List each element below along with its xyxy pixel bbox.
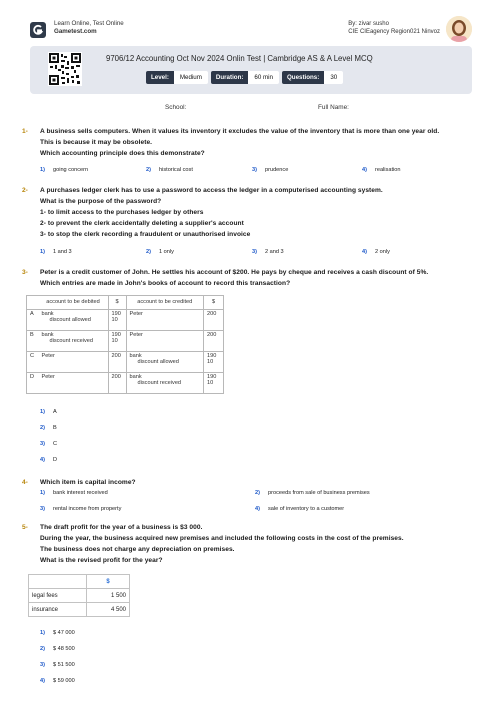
author-avatar (446, 16, 472, 42)
option-2[interactable] (40, 425, 57, 431)
option-4[interactable] (255, 506, 344, 512)
option-number: 4) (362, 167, 367, 173)
option-text: 2 and 3 (264, 249, 284, 255)
pill-level (146, 71, 208, 84)
header-debit-amount: $ (108, 296, 126, 310)
question-text (40, 267, 480, 289)
author-sub: CIE CIEagency Region021 Ninvoz (348, 29, 440, 35)
option-number: 1) (40, 490, 45, 496)
option-text: prudence (264, 167, 289, 173)
option-4[interactable] (362, 167, 400, 173)
school-field[interactable]: School: (165, 104, 187, 111)
pill-questions (282, 71, 343, 84)
question-line: This is because it may be obsolete. (40, 139, 153, 146)
pill-level-key: Level: (146, 71, 174, 84)
credit-account: Peter (129, 311, 143, 317)
header-debit: account to be debited (38, 296, 108, 310)
option-number: 2) (40, 646, 45, 652)
row-letter: B (27, 331, 39, 352)
credit-account: Peter (129, 332, 143, 338)
pill-questions-key: Questions: (282, 71, 324, 84)
debit-amount: 10 (111, 317, 118, 323)
option-text: going concern (52, 167, 89, 173)
row-letter: D (27, 373, 39, 394)
option-text: historical cost (158, 167, 193, 173)
option-1[interactable] (40, 167, 88, 173)
option-2[interactable] (40, 646, 75, 652)
option-text: proceeds from sale of business premises (267, 490, 370, 496)
option-number: 2) (255, 490, 260, 496)
question-line: Which item is capital income? (40, 479, 136, 486)
top-bar (30, 18, 472, 42)
option-number: 4) (362, 249, 367, 255)
option-text: C (52, 441, 58, 447)
debit-account: bank (41, 311, 54, 317)
option-text: realisation (374, 167, 401, 173)
option-number: 1) (40, 249, 45, 255)
option-number: 1) (40, 167, 45, 173)
author-info (348, 20, 440, 36)
question-line: Which entries are made in John's books of account to record this transaction? (40, 280, 291, 287)
option-number: 2) (146, 249, 151, 255)
header-credit-amount: $ (204, 296, 224, 310)
option-text: $ 48 500 (52, 646, 75, 652)
debit-account: bank (41, 332, 54, 338)
test-meta-pills (146, 71, 343, 84)
credit-amount: 200 (207, 332, 217, 338)
question-line: The business does not charge any depreciation on premises. (40, 546, 235, 553)
question-line: A purchases ledger clerk has to use a password to access the ledger in a computerised accounting system. (40, 187, 383, 194)
option-number: 2) (146, 167, 151, 173)
brand-site[interactable]: Gametest.com (54, 28, 97, 35)
pill-duration-value: 60 min (248, 71, 279, 84)
debit-amount: 10 (111, 338, 118, 344)
option-number: 3) (252, 167, 257, 173)
debit-amount: 200 (111, 374, 121, 380)
question-line: What is the purpose of the password? (40, 198, 162, 205)
credit-amount: 10 (207, 380, 214, 386)
debit-amount: 190 (111, 311, 121, 317)
header-amount: $ (87, 575, 130, 589)
credit-amount: 10 (207, 359, 214, 365)
qr-code[interactable] (48, 52, 82, 86)
option-number: 1) (40, 409, 45, 415)
gametest-logo-icon (30, 22, 46, 38)
pill-questions-value: 30 (324, 71, 343, 84)
debit-amount: 200 (111, 353, 121, 359)
option-1[interactable] (40, 490, 108, 496)
brand (54, 20, 124, 36)
option-number: 3) (40, 441, 45, 447)
table-header-row (29, 575, 130, 589)
brand-tagline: Learn Online, Test Online (54, 20, 124, 27)
option-3[interactable] (40, 662, 75, 668)
question-text (40, 477, 480, 488)
option-text: B (52, 425, 57, 431)
credit-account: discount allowed (137, 359, 179, 365)
question-line: A business sells computers. When it values its inventory it excludes the value of the inventory that is more than one year old. (40, 128, 440, 135)
header-credit: account to be credited (126, 296, 203, 310)
cost-label: insurance (29, 603, 87, 617)
option-text: 1 only (158, 249, 174, 255)
question-line: 2- to prevent the clerk accidentally deleting a supplier's account (40, 220, 244, 227)
question-number: 2- (22, 187, 28, 194)
debit-account: Peter (41, 353, 55, 359)
test-banner (30, 46, 472, 94)
pill-duration-key: Duration: (211, 71, 249, 84)
question-text (40, 126, 480, 159)
option-4[interactable] (40, 457, 57, 463)
pill-duration (211, 71, 279, 84)
option-text: $ 51 500 (52, 662, 75, 668)
question-number: 5- (22, 524, 28, 531)
option-1[interactable] (40, 409, 57, 415)
debit-account: discount received (49, 338, 94, 344)
question-line: Which accounting principle does this demonstrate? (40, 150, 205, 157)
credit-account: bank (129, 353, 142, 359)
table-row (29, 603, 130, 617)
option-2[interactable] (146, 249, 174, 255)
option-3[interactable] (252, 167, 288, 173)
table-row (27, 310, 224, 331)
option-text: rental income from property (52, 506, 122, 512)
question-text (40, 522, 480, 566)
option-text: D (52, 457, 58, 463)
credit-amount: 200 (207, 311, 217, 317)
question-text (40, 185, 480, 240)
option-number: 4) (255, 506, 260, 512)
option-2[interactable] (255, 490, 370, 496)
question-line: What is the revised profit for the year? (40, 557, 163, 564)
credit-account: bank (129, 374, 142, 380)
question-line: Peter is a credit customer of John. He settles his account of $200. He pays by cheque and receives a cash discount of 5%. (40, 269, 429, 276)
option-2[interactable] (146, 167, 193, 173)
option-text: $ 47 000 (52, 630, 75, 636)
question-line: During the year, the business acquired new premises and included the following costs in the cost of the premises. (40, 535, 404, 542)
option-number: 3) (252, 249, 257, 255)
question-number: 1- (22, 128, 28, 135)
table-row (27, 352, 224, 373)
option-4[interactable] (40, 678, 75, 684)
option-1[interactable] (40, 249, 72, 255)
option-4[interactable] (362, 249, 390, 255)
full-name-field[interactable]: Full Name: (318, 104, 349, 111)
option-3[interactable] (40, 506, 121, 512)
question-line: 3- to stop the clerk recording a fraudulent or unauthorised invoice (40, 231, 251, 238)
question-line: The draft profit for the year of a business is $3 000. (40, 524, 203, 531)
option-text: sale of inventory to a customer (267, 506, 345, 512)
option-3[interactable] (40, 441, 57, 447)
credit-account: discount received (137, 380, 182, 386)
cost-value: 4 500 (87, 603, 130, 617)
option-number: 3) (40, 662, 45, 668)
credit-amount: 190 (207, 353, 217, 359)
option-number: 1) (40, 630, 45, 636)
row-letter: C (27, 352, 39, 373)
option-number: 4) (40, 457, 45, 463)
table-row (29, 589, 130, 603)
pill-level-value: Medium (174, 71, 208, 84)
question-line: 1- to limit access to the purchases ledger by others (40, 209, 204, 216)
table-header-row (27, 296, 224, 310)
option-number: 2) (40, 425, 45, 431)
option-text: A (52, 409, 57, 415)
option-text: bank interest received (52, 490, 108, 496)
test-title: 9706/12 Accounting Oct Nov 2024 Onlin Test | Cambridge AS & A Level MCQ (106, 54, 373, 63)
option-text: 1 and 3 (52, 249, 72, 255)
option-number: 3) (40, 506, 45, 512)
debit-account: Peter (41, 374, 55, 380)
cost-value: 1 500 (87, 589, 130, 603)
option-number: 4) (40, 678, 45, 684)
table-row (27, 331, 224, 352)
table-row (27, 373, 224, 394)
debit-amount: 190 (111, 332, 121, 338)
row-letter: A (27, 310, 39, 331)
premises-costs-table (28, 574, 130, 617)
ledger-entries-table (26, 295, 224, 394)
option-text: $ 59 000 (52, 678, 75, 684)
option-1[interactable] (40, 630, 75, 636)
debit-account: discount allowed (49, 317, 91, 323)
option-text: 2 only (374, 249, 390, 255)
author-line: By: zivar susho (348, 21, 389, 27)
cost-label: legal fees (29, 589, 87, 603)
option-3[interactable] (252, 249, 284, 255)
question-number: 3- (22, 269, 28, 276)
question-number: 4- (22, 479, 28, 486)
credit-amount: 190 (207, 374, 217, 380)
